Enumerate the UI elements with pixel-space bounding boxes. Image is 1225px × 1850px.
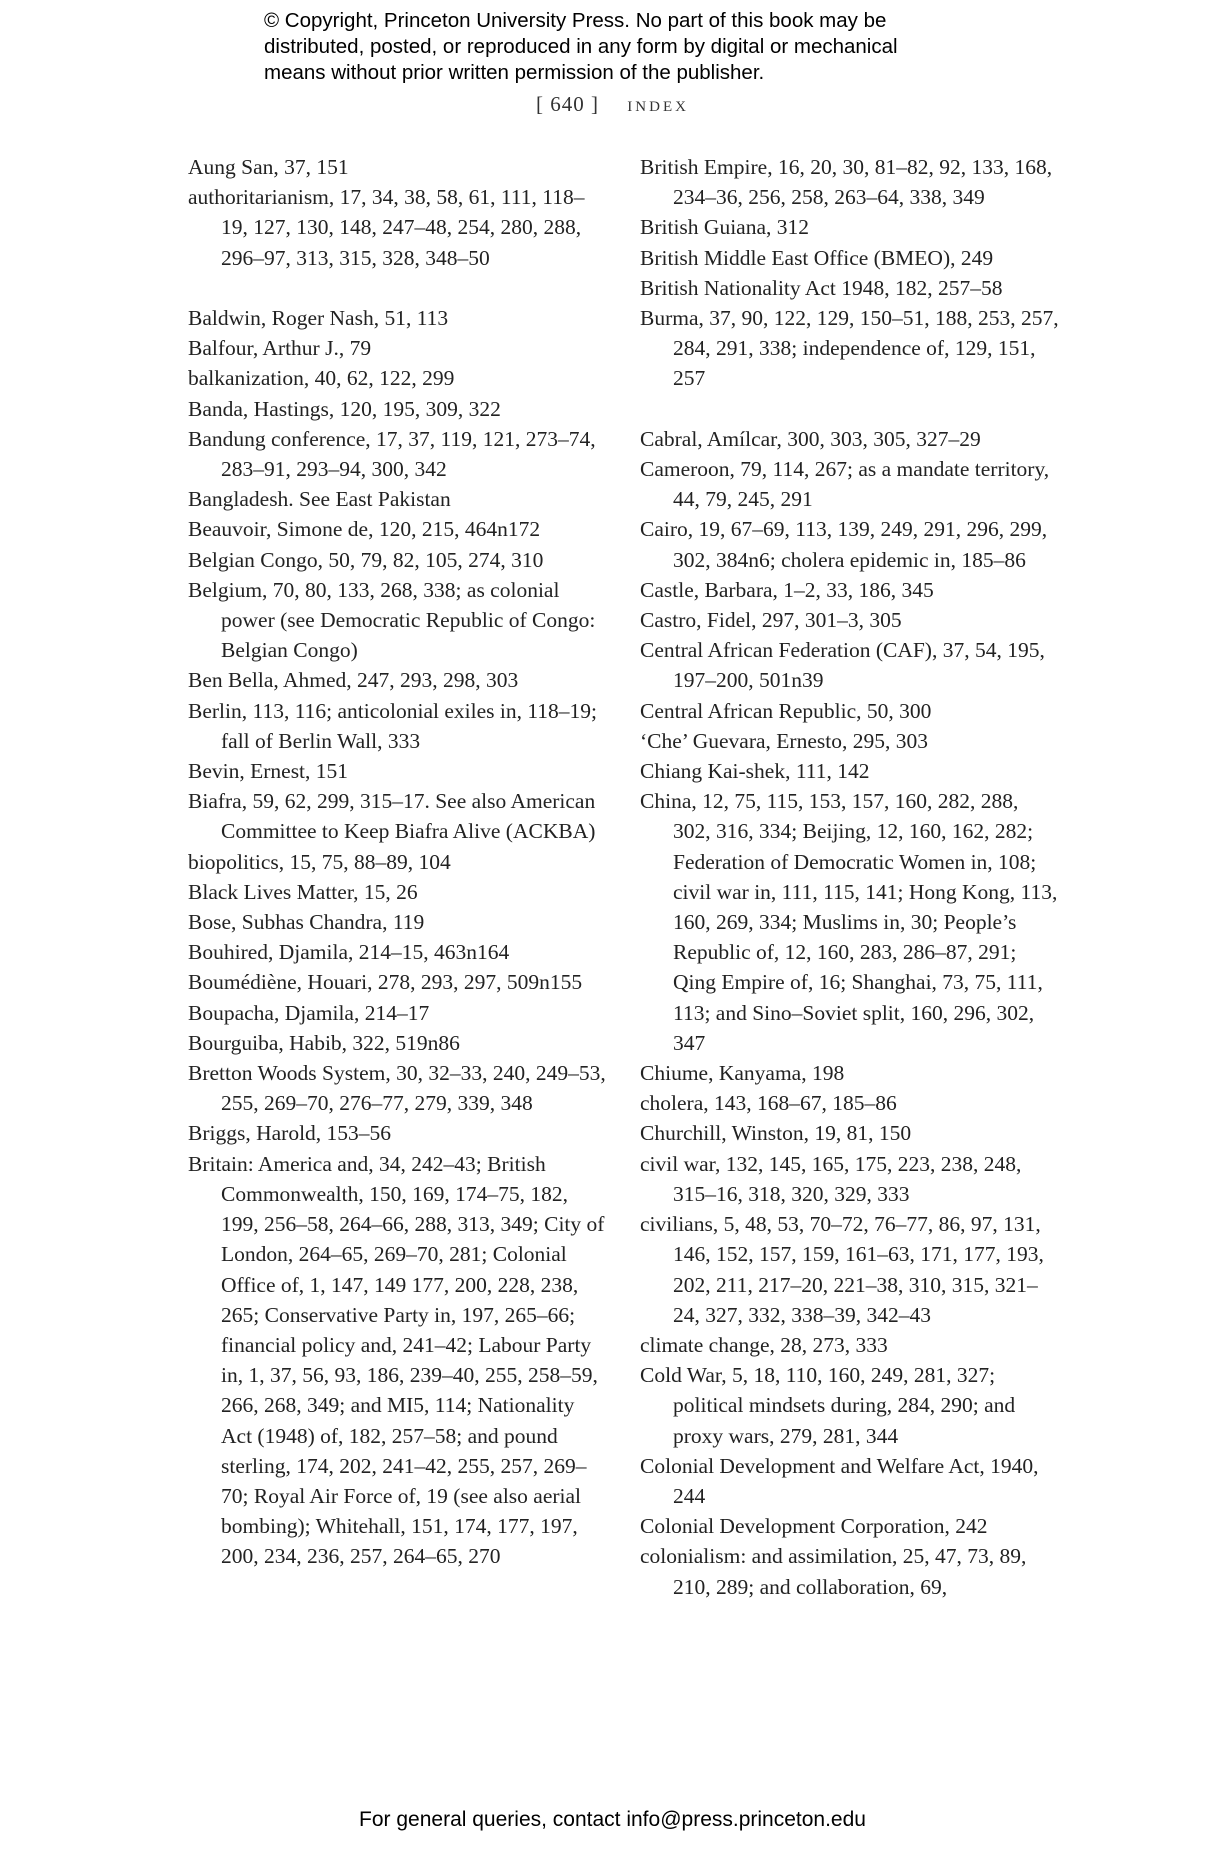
index-entry: Ben Bella, Ahmed, 247, 293, 298, 303 xyxy=(188,668,519,693)
letter-gap xyxy=(188,273,608,303)
index-entry: Belgium, 70, 80, 133, 268, 338; as colonial power (see Democratic Republic of Congo: Belgian Congo) xyxy=(188,577,596,663)
index-entry: British Middle East Office (BMEO), 249 xyxy=(640,245,994,270)
index-entry: Baldwin, Roger Nash, 51, 113 xyxy=(188,306,449,330)
running-head xyxy=(0,92,1225,117)
index-entry: civilians, 5, 48, 53, 70–72, 76–77, 86, 97, 131, 146, 152, 157, 159, 161–63, 171, 177, 193, 202, 211, 217–20, 221–38, 310, 315, 321–24, 327, 332, 338–39, 342–43 xyxy=(640,1212,1044,1327)
index-entry: Castle, Barbara, 1–2, 33, 186, 345 xyxy=(640,577,934,602)
index-entry: Bandung conference, 17, 37, 119, 121, 273–74, 283–91, 293–94, 300, 342 xyxy=(188,426,596,482)
index-entry: Bourguiba, Habib, 322, 519n86 xyxy=(188,1030,460,1055)
index-entry: Cairo, 19, 67–69, 113, 139, 249, 291, 296, 299, 302, 384n6; cholera epidemic in, 185–86 xyxy=(640,517,1048,572)
index-entry: Balfour, Arthur J., 79 xyxy=(188,336,372,361)
index-entry: Boumédiène, Houari, 278, 293, 297, 509n155 xyxy=(188,970,583,995)
index-entry: Central African Federation (CAF), 37, 54, 195, 197–200, 501n39 xyxy=(640,638,1045,693)
footer-contact: For general queries, contact info@press.princeton.edu xyxy=(359,1808,866,1831)
index-entry: authoritarianism, 17, 34, 38, 58, 61, 111, 118–19, 127, 130, 148, 247–48, 254, 280, 288, 296–97, 313, 315, 328, 348–50 xyxy=(188,185,585,270)
page-number: [ 640 ] xyxy=(536,92,600,116)
index-entry: British Empire, 16, 20, 30, 81–82, 92, 133, 168, 234–36, 256, 258, 263–64, 338, 349 xyxy=(640,155,1053,210)
index-entry: Cabral, Amílcar, 300, 303, 305, 327–29 xyxy=(640,426,981,451)
index-entry: Chiang Kai-shek, 111, 142 xyxy=(640,759,870,784)
index-entry: Belgian Congo, 50, 79, 82, 105, 274, 310 xyxy=(188,547,544,572)
index-entry: Castro, Fidel, 297, 301–3, 305 xyxy=(640,608,902,633)
index-entry: Colonial Development and Welfare Act, 1940, 244 xyxy=(640,1453,1039,1508)
index-entry: ‘Che’ Guevara, Ernesto, 295, 303 xyxy=(640,728,928,753)
copyright-notice xyxy=(264,8,1024,86)
copyright-line: distributed, posted, or reproduced in any form by digital or mechanical xyxy=(264,35,898,58)
index-entry: Churchill, Winston, 19, 81, 150 xyxy=(640,1121,912,1146)
index-entry: Bangladesh. See East Pakistan xyxy=(188,487,451,512)
index-entry: Biafra, 59, 62, 299, 315–17. See also American Committee to Keep Biafra Alive (ACKBA) xyxy=(188,789,596,844)
index-entry: Briggs, Harold, 153–56 xyxy=(188,1121,392,1146)
section-title: index xyxy=(627,92,689,116)
index-entry: Boupacha, Djamila, 214–17 xyxy=(188,1000,430,1025)
index-entry: British Guiana, 312 xyxy=(640,215,809,240)
index-entry: British Nationality Act 1948, 182, 257–58 xyxy=(640,275,1003,300)
index-entry: Black Lives Matter, 15, 26 xyxy=(188,879,418,904)
index-entry: Cameroon, 79, 114, 267; as a mandate territory, 44, 79, 245, 291 xyxy=(640,457,1050,512)
copyright-line: © Copyright, Princeton University Press. No part of this book may be xyxy=(264,9,887,32)
index-entry: Banda, Hastings, 120, 195, 309, 322 xyxy=(188,396,501,421)
index-entry: Cold War, 5, 18, 110, 160, 249, 281, 327; political mindsets during, 284, 290; and proxy wars, 279, 281, 344 xyxy=(640,1363,1016,1448)
index-entry: Burma, 37, 90, 122, 129, 150–51, 188, 253, 257, 284, 291, 338; independence of, 129, 151, 257 xyxy=(640,306,1059,391)
index-column-right xyxy=(640,152,1060,1602)
index-entry: Bose, Subhas Chandra, 119 xyxy=(188,910,425,935)
index-entry: Bouhired, Djamila, 214–15, 463n164 xyxy=(188,940,510,965)
index-entry: Bevin, Ernest, 151 xyxy=(188,759,349,784)
index-entry: balkanization, 40, 62, 122, 299 xyxy=(188,366,455,391)
index-entry: Chiume, Kanyama, 198 xyxy=(640,1061,845,1086)
index-entry: Bretton Woods System, 30, 32–33, 240, 249–53, 255, 269–70, 276–77, 279, 339, 348 xyxy=(188,1061,606,1116)
index-entry: Aung San, 37, 151 xyxy=(188,155,349,179)
copyright-line: means without prior written permission of the publisher. xyxy=(264,61,765,84)
index-entry: Colonial Development Corporation, 242 xyxy=(640,1514,988,1539)
index-entry: climate change, 28, 273, 333 xyxy=(640,1332,888,1357)
index-entry: colonialism: and assimilation, 25, 47, 73, 89, 210, 289; and collaboration, 69, xyxy=(640,1544,1027,1599)
letter-gap xyxy=(640,394,1060,424)
index-entry: Beauvoir, Simone de, 120, 215, 464n172 xyxy=(188,517,541,542)
index-entry: cholera, 143, 168–67, 185–86 xyxy=(640,1091,897,1116)
index-entry: biopolitics, 15, 75, 88–89, 104 xyxy=(188,849,451,874)
index-entry: Berlin, 113, 116; anticolonial exiles in, 118–19; fall of Berlin Wall, 333 xyxy=(188,698,598,753)
index-entry: civil war, 132, 145, 165, 175, 223, 238, 248, 315–16, 318, 320, 329, 333 xyxy=(640,1151,1022,1206)
index-entry: Central African Republic, 50, 300 xyxy=(640,698,932,723)
index-entry: China, 12, 75, 115, 153, 157, 160, 282, 288, 302, 316, 334; Beijing, 12, 160, 162, 282; Federation of Democratic Women in, 108; civil war in, 111, 115, 141; Hong Kong, 113, 160, 269, 334; Muslims in, 30; People’s Republic of, 12, 160, 283, 286–87, 291; Qing Empire of, 16; Shanghai, 73, 75, 111, 113; and Sino–Soviet split, 160, 296, 302, 347 xyxy=(640,789,1058,1055)
index-entry: Britain: America and, 34, 242–43; British Commonwealth, 150, 169, 174–75, 182, 199, 256–58, 264–66, 288, 313, 349; City of London, 264–65, 269–70, 281; Colonial Office of, 1, 147, 149 177, 200, 228, 238, 265; Conservative Party in, 197, 265–66; financial policy and, 241–42; Labour Party in, 1, 37, 56, 93, 186, 239–40, 255, 258–59, 266, 268, 349; and MI5, 114; Nationality Act (1948) of, 182, 257–58; and pound sterling, 174, 202, 241–42, 255, 257, 269–70; Royal Air Force of, 19 (see also aerial bombing); Whitehall, 151, 174, 177, 197, 200, 234, 236, 257, 264–65, 270 xyxy=(188,1151,605,1569)
index-column-left xyxy=(188,152,608,1572)
